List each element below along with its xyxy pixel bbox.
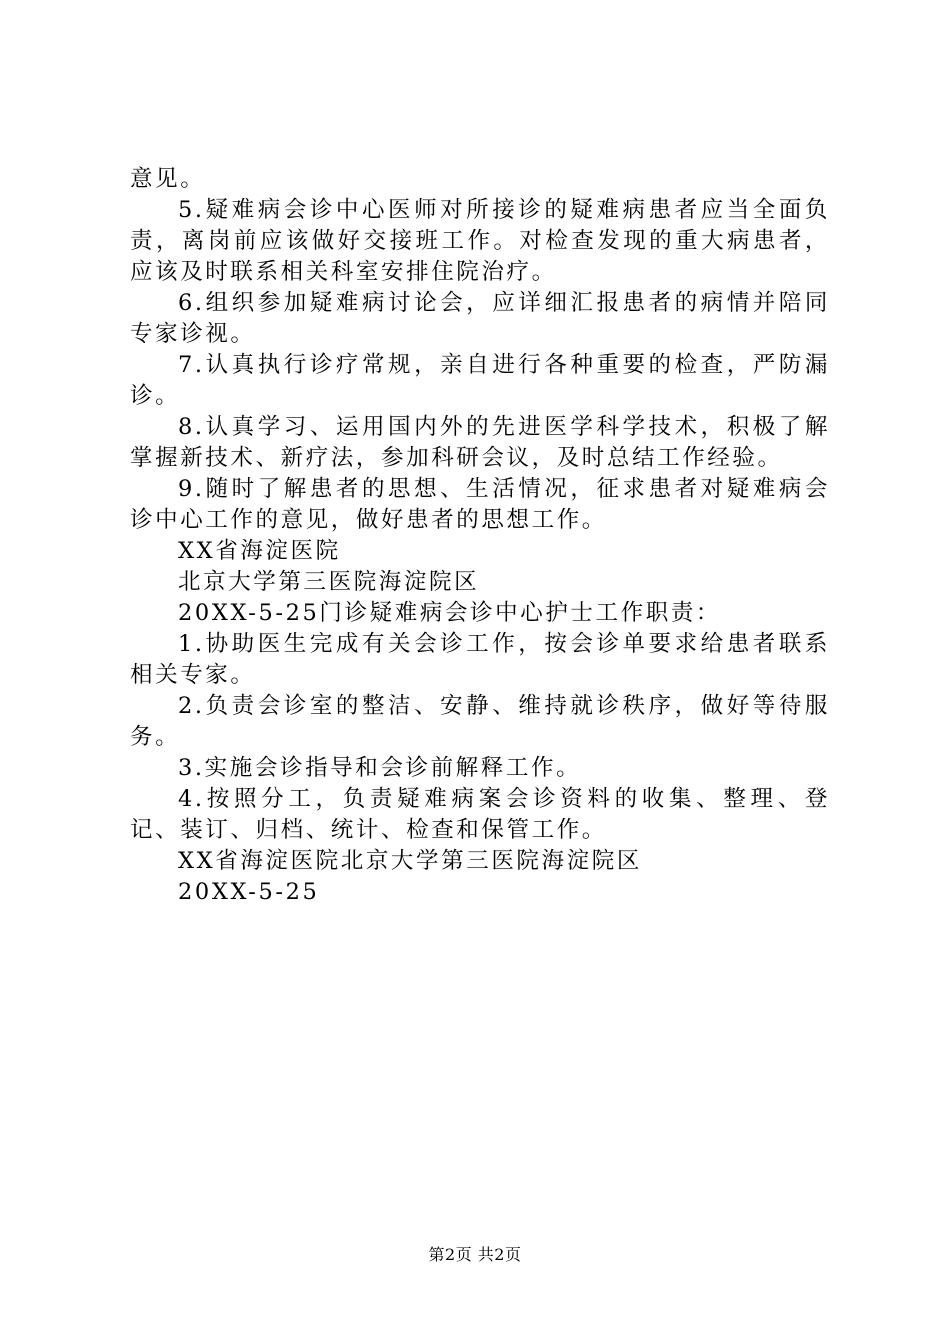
duty-item-8: 8.认真学习、运用国内外的先进医学科学技术，积极了解掌握新技术、新疗法，参加科研会议，及时总结工作经验。	[130, 414, 830, 471]
date-and-nurse-duties-title: 20XX-5-25门诊疑难病会诊中心护士工作职责：	[178, 600, 722, 626]
duty-item-7: 7.认真执行诊疗常规，亲自进行各种重要的检查，严防漏诊。	[130, 352, 830, 409]
nurse-duty-item-2: 2.负责会诊室的整洁、安静、维持就诊秩序，做好等待服务。	[130, 693, 830, 750]
hospital-name: XX省海淀医院	[178, 538, 341, 564]
hospital-campus: 北京大学第三医院海淀院区	[178, 569, 480, 595]
nurse-duty-item-4: 4.按照分工，负责疑难病案会诊资料的收集、整理、登记、装订、归档、统计、检查和保管工作。	[130, 786, 830, 843]
duty-item-9: 9.随时了解患者的思想、生活情况，征求患者对疑难病会诊中心工作的意见，做好患者的思想工作。	[130, 476, 830, 533]
signature-date: 20XX-5-25	[178, 879, 320, 905]
paragraph-continuation: 意见。	[130, 166, 206, 192]
document-body	[130, 164, 830, 908]
duty-item-6: 6.组织参加疑难病讨论会，应详细汇报患者的病情并陪同专家诊视。	[130, 290, 830, 347]
duty-item-5: 5.疑难病会诊中心医师对所接诊的疑难病患者应当全面负责，离岗前应该做好交接班工作。对检查发现的重大病患者，应该及时联系相关科室安排住院治疗。	[130, 197, 830, 285]
nurse-duty-item-1: 1.协助医生完成有关会诊工作，按会诊单要求给患者联系相关专家。	[130, 631, 830, 688]
nurse-duty-item-3: 3.实施会诊指导和会诊前解释工作。	[178, 755, 582, 781]
page-number-footer: 第2页 共2页	[428, 1245, 522, 1264]
signature-hospital: XX省海淀医院北京大学第三医院海淀院区	[178, 848, 642, 874]
